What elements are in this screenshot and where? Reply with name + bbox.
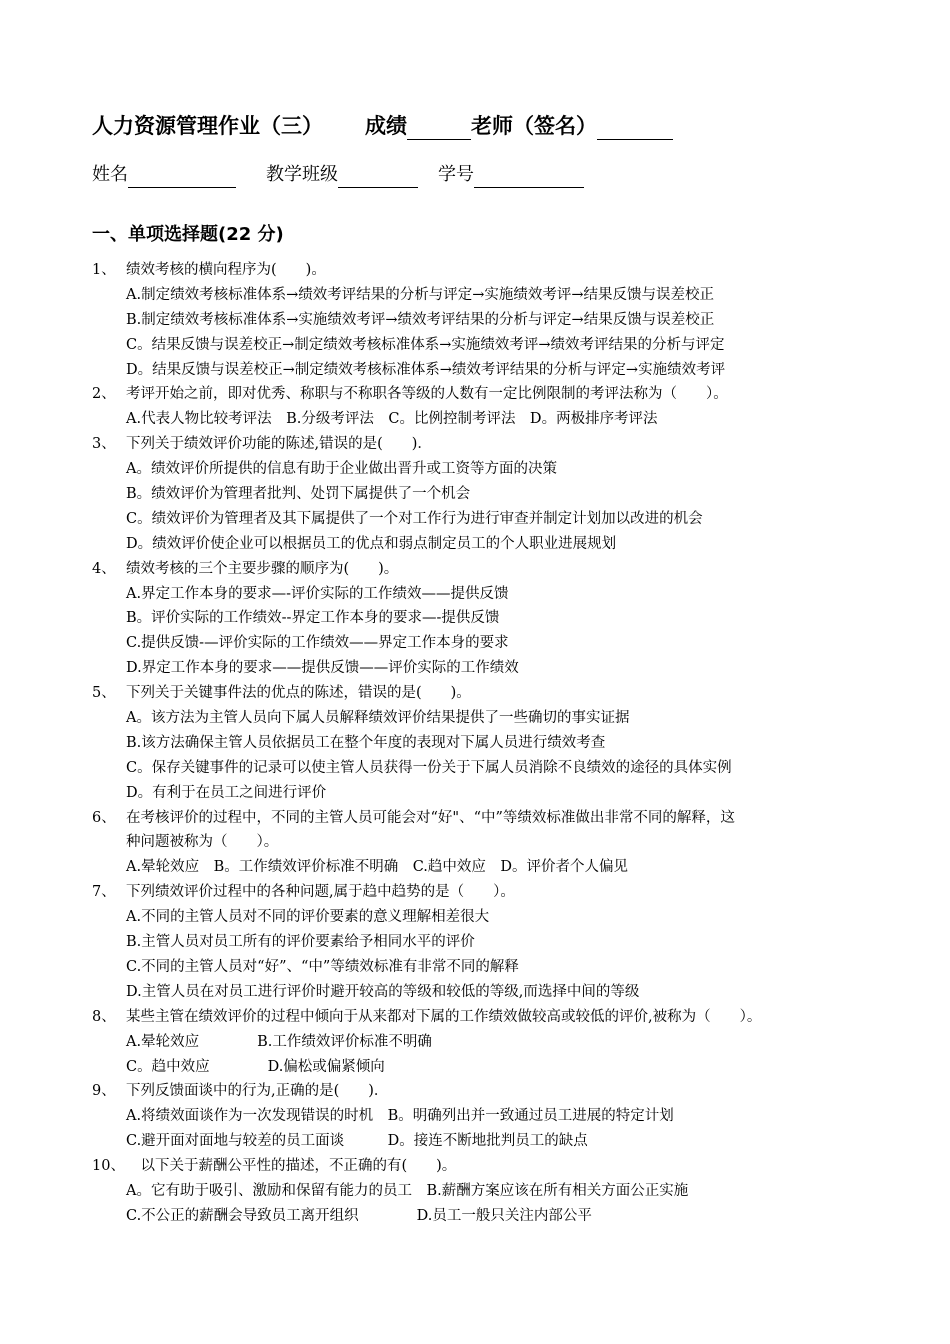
answer-option: A。该方法为主管人员向下属人员解释绩效评价结果提供了一些确切的事实证据 [126, 710, 630, 727]
question-stem [92, 557, 872, 582]
teacher-label: 老师（签名） [471, 114, 597, 138]
answer-option: C.不公正的薪酬会导致员工离开组织 D.员工一般只关注内部公平 [126, 1207, 592, 1224]
question-stem [92, 1079, 872, 1104]
student-id-label: 学号 [438, 164, 474, 185]
answer-option: C.避开面对面地与较差的员工面谈 D。接连不断地批判员工的缺点 [126, 1133, 588, 1150]
answer-option: C。绩效评价为管理者及其下属提供了一个对工作行为进行审查并制定计划加以改进的机会 [126, 510, 703, 527]
question-text: 下列反馈面谈中的行为,正确的是( )． [126, 1083, 389, 1100]
question-stem [92, 1005, 872, 1030]
question-stem [92, 681, 872, 706]
question-list [92, 258, 872, 1229]
section-title: 一、单项选择题(22 分) [92, 224, 284, 245]
answer-option: C。保存关键事件的记录可以使主管人员获得一份关于下属人员消除不良绩效的途径的具体实例 [126, 759, 732, 776]
question-number: 6、 [92, 809, 116, 826]
question-text: 某些主管在绩效评价的过程中倾向于从来都对下属的工作绩效做较高或较低的评价,被称为（ ）。 [126, 1008, 762, 1025]
answer-option: A.制定绩效考核标准体系→绩效考评结果的分析与评定→实施绩效考评→结果反馈与误差校正 [126, 286, 715, 303]
answer-option: B.主管人员对员工所有的评价要素给予相同水平的评价 [126, 934, 475, 951]
answer-option: B.该方法确保主管人员依据员工在整个年度的表现对下属人员进行绩效考查 [126, 734, 606, 751]
question-text: 考评开始之前，即对优秀、称职与不称职各等级的人数有一定比例限制的考评法称为（ ）。 [126, 386, 728, 403]
question-number: 2、 [92, 386, 116, 403]
answer-option: A.将绩效面谈作为一次发现错误的时机 B。明确列出并一致通过员工进展的特定计划 [126, 1108, 674, 1125]
question-text: 在考核评价的过程中，不同的主管人员可能会对“好"、“中”等绩效标准做出非常不同的解释，这 [126, 809, 735, 826]
name-label: 姓名 [92, 164, 128, 185]
answer-option: D。结果反馈与误差校正→制定绩效考核标准体系→绩效考评结果的分析与评定→实施绩效考评 [126, 361, 726, 378]
question-number: 9、 [92, 1083, 116, 1100]
header-line [92, 112, 673, 140]
answer-option: A.代表人物比较考评法 B.分级考评法 C。比例控制考评法 D。两极排序考评法 [126, 411, 658, 428]
question-text-continued: 种问题被称为（ ）。 [126, 834, 279, 851]
question-number: 1、 [92, 262, 116, 278]
answer-option: A.晕轮效应 B.工作绩效评价标准不明确 [126, 1033, 432, 1050]
class-label: 教学班级 [266, 164, 338, 185]
answer-option: A.晕轮效应 B。工作绩效评价标准不明确 C.趋中效应 D。评价者个人偏见 [126, 859, 629, 876]
score-label: 成绩 [365, 114, 407, 138]
answer-option: C.提供反馈-—评价实际的工作绩效——界定工作本身的要求 [126, 635, 509, 652]
question-text: 绩效考核的三个主要步骤的顺序为( )。 [126, 560, 399, 577]
question-number: 7、 [92, 884, 116, 901]
student-info-line [92, 162, 584, 188]
score-blank[interactable] [407, 117, 471, 140]
answer-option: C。结果反馈与误差校正→制定绩效考核标准体系→实施绩效考评→绩效考评结果的分析与评定 [126, 336, 725, 353]
question-number: 5、 [92, 685, 116, 702]
answer-option: C。趋中效应 D.偏松或偏紧倾向 [126, 1058, 385, 1075]
answer-option: D。绩效评价使企业可以根据员工的优点和弱点制定员工的个人职业进展规划 [126, 535, 617, 552]
question-number: 3、 [92, 436, 116, 453]
answer-option: A.界定工作本身的要求—-评价实际的工作绩效——提供反馈 [126, 585, 509, 602]
question-stem [92, 1154, 872, 1179]
answer-option: C.不同的主管人员对“好”、“中”等绩效标准有非常不同的解释 [126, 958, 519, 975]
answer-option: B.制定绩效考核标准体系→实施绩效考评→绩效考评结果的分析与评定→结果反馈与误差校正 [126, 311, 715, 328]
question-stem [92, 432, 872, 457]
student-id-blank[interactable] [474, 167, 584, 188]
question-text: 以下关于薪酬公平性的描述，不正确的有( )。 [126, 1158, 457, 1175]
question-stem [92, 382, 872, 407]
question-stem [92, 880, 872, 905]
question-number: 4、 [92, 560, 116, 577]
question-stem [92, 258, 872, 283]
answer-option: A。绩效评价所提供的信息有助于企业做出晋升或工资等方面的决策 [126, 461, 557, 478]
answer-option: B。绩效评价为管理者批判、处罚下属提供了一个机会 [126, 486, 471, 503]
question-number: 10、 [92, 1158, 125, 1175]
answer-option: D.界定工作本身的要求——提供反馈——评价实际的工作绩效 [126, 660, 519, 677]
answer-option: B。评价实际的工作绩效--界定工作本身的要求—-提供反馈 [126, 610, 500, 627]
teacher-signature-blank[interactable] [597, 117, 673, 140]
question-text: 绩效考核的横向程序为( )。 [126, 262, 326, 278]
answer-option: A。它有助于吸引、激励和保留有能力的员工 B.薪酬方案应该在所有相关方面公正实施 [126, 1182, 689, 1199]
answer-option: D.主管人员在对员工进行评价时避开较高的等级和较低的等级,而选择中间的等级 [126, 983, 640, 1000]
answer-option: D。有利于在员工之间进行评价 [126, 784, 327, 801]
name-blank[interactable] [128, 167, 236, 188]
question-text: 下列关于关键事件法的优点的陈述，错误的是( )。 [126, 685, 471, 702]
question-text: 下列关于绩效评价功能的陈述,错误的是( )． [126, 436, 432, 453]
class-blank[interactable] [338, 167, 418, 188]
question-number: 8、 [92, 1008, 116, 1025]
answer-option: A.不同的主管人员对不同的评价要素的意义理解相差很大 [126, 909, 490, 926]
page-title: 人力资源管理作业（三） [92, 114, 323, 138]
question-text: 下列绩效评价过程中的各种问题,属于趋中趋势的是（ ）。 [126, 884, 515, 901]
question-stem [92, 806, 872, 831]
